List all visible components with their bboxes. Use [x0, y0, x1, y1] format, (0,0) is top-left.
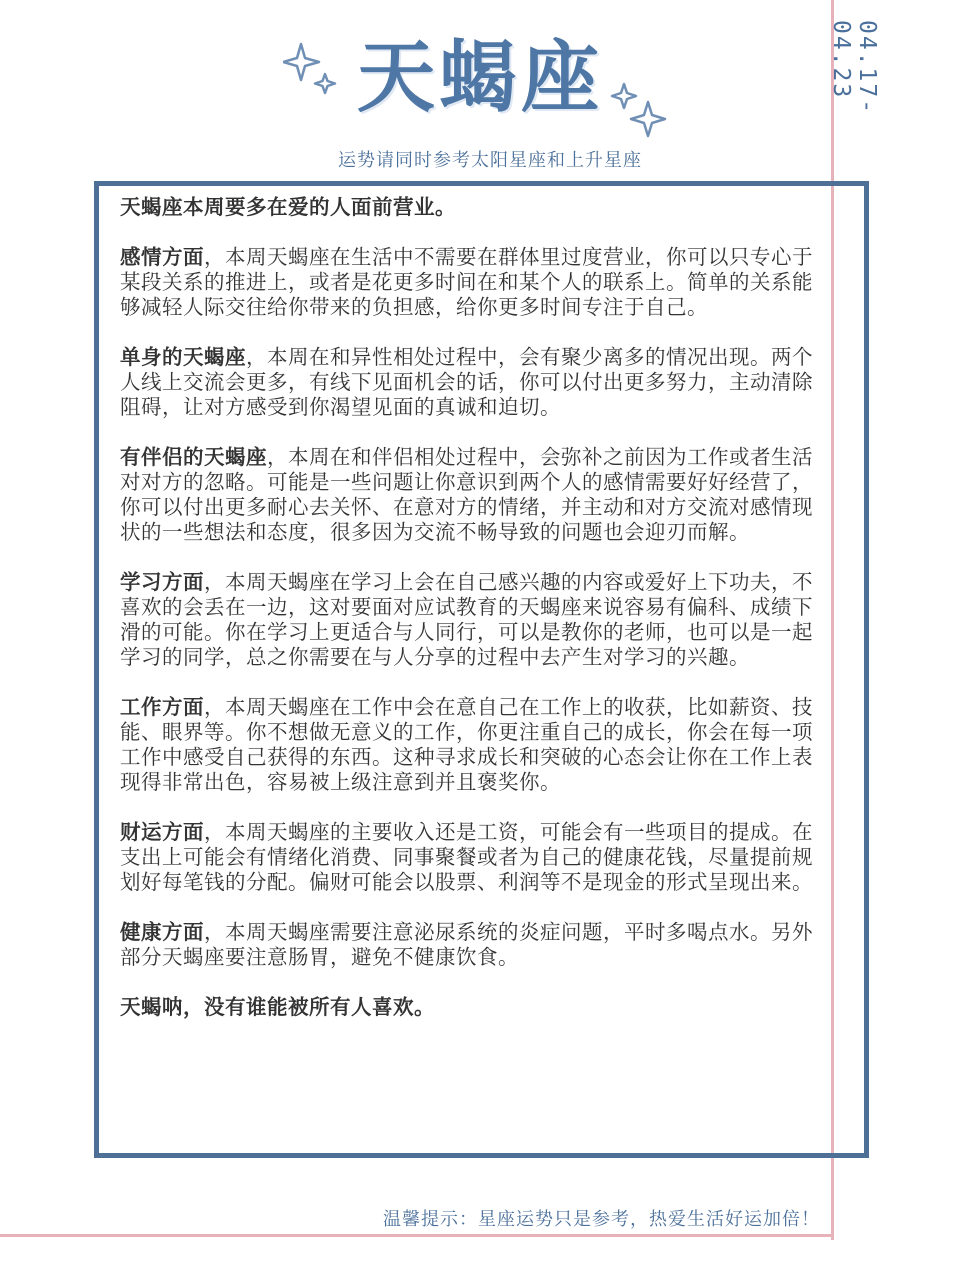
closing-heading: 天蝎呐，没有谁能被所有人喜欢。	[120, 995, 435, 1019]
partner-paragraph	[120, 445, 820, 545]
horoscope-content	[120, 195, 820, 1045]
section-heading: 单身的天蝎座	[120, 345, 246, 369]
section-heading: 财运方面	[120, 820, 204, 844]
section-text: ，本周天蝎座在学习上会在自己感兴趣的内容或爱好上下功夫，不喜欢的会丢在一边，这对要面对应试教育的天蝎座来说容易有偏科、成绩下滑的可能。你在学习上更适合与人同行，可以是教你的老师，也可以是一起学习的同学，总之你需要在与人分享的过程中去产生对学习的兴趣。	[120, 570, 813, 669]
section-text: ，本周天蝎座在工作中会在意自己在工作上的收获，比如薪资、技能、眼界等。你不想做无意义的工作，你更注重自己的成长，你会在每一项工作中感受自己获得的东西。这种寻求成长和突破的心态会让你在工作上表现得非常出色，容易被上级注意到并且褒奖你。	[120, 695, 813, 794]
section-text: ，本周天蝎座需要注意泌尿系统的炎症问题，平时多喝点水。另外部分天蝎座要注意肠胃，避免不健康饮食。	[120, 920, 813, 969]
page-subtitle: 运势请同时参考太阳星座和上升星座	[338, 150, 642, 171]
love-paragraph	[120, 245, 820, 320]
section-heading: 有伴侣的天蝎座	[120, 445, 267, 469]
health-paragraph	[120, 920, 820, 970]
study-paragraph	[120, 570, 820, 670]
pink-horizontal-line	[0, 1234, 834, 1237]
closing-paragraph	[120, 995, 820, 1020]
section-heading: 工作方面	[120, 695, 204, 719]
intro-heading: 天蝎座本周要多在爱的人面前营业。	[120, 195, 456, 219]
page-title: 天蝎座	[356, 33, 603, 123]
section-text: ，本周天蝎座在生活中不需要在群体里过度营业，你可以只专心于某段关系的推进上，或者是花更多时间在和某个人的联系上。简单的关系能够减轻人际交往给你带来的负担感，给你更多时间专注于自己。	[120, 245, 813, 319]
section-text: ，本周在和伴侣相处过程中，会弥补之前因为工作或者生活对对方的忽略。可能是一些问题让你意识到两个人的感情需要好好经营了，你可以付出更多耐心去关怀、在意对方的情绪，并主动和对方交流对感情现状的一些想法和态度，很多因为交流不畅导致的问题也会迎刃而解。	[120, 445, 813, 544]
section-heading: 学习方面	[120, 570, 204, 594]
section-text: ，本周在和异性相处过程中，会有聚少离多的情况出现。两个人线上交流会更多，有线下见面机会的话，你可以付出更多努力，主动清除阻碍，让对方感受到你渴望见面的真诚和迫切。	[120, 345, 813, 419]
money-paragraph	[120, 820, 820, 895]
intro-paragraph	[120, 195, 820, 220]
work-paragraph	[120, 695, 820, 795]
footer-tip: 温馨提示：星座运势只是参考，热爱生活好运加倍！	[383, 1209, 820, 1230]
section-heading: 感情方面	[120, 245, 204, 269]
section-heading: 健康方面	[120, 920, 204, 944]
date-range: 04.17-04.23	[828, 20, 880, 116]
single-paragraph	[120, 345, 820, 420]
section-text: ，本周天蝎座的主要收入还是工资，可能会有一些项目的提成。在支出上可能会有情绪化消费、同事聚餐或者为自己的健康花钱，尽量提前规划好每笔钱的分配。偏财可能会以股票、利润等不是现金的形式呈现出来。	[120, 820, 813, 894]
